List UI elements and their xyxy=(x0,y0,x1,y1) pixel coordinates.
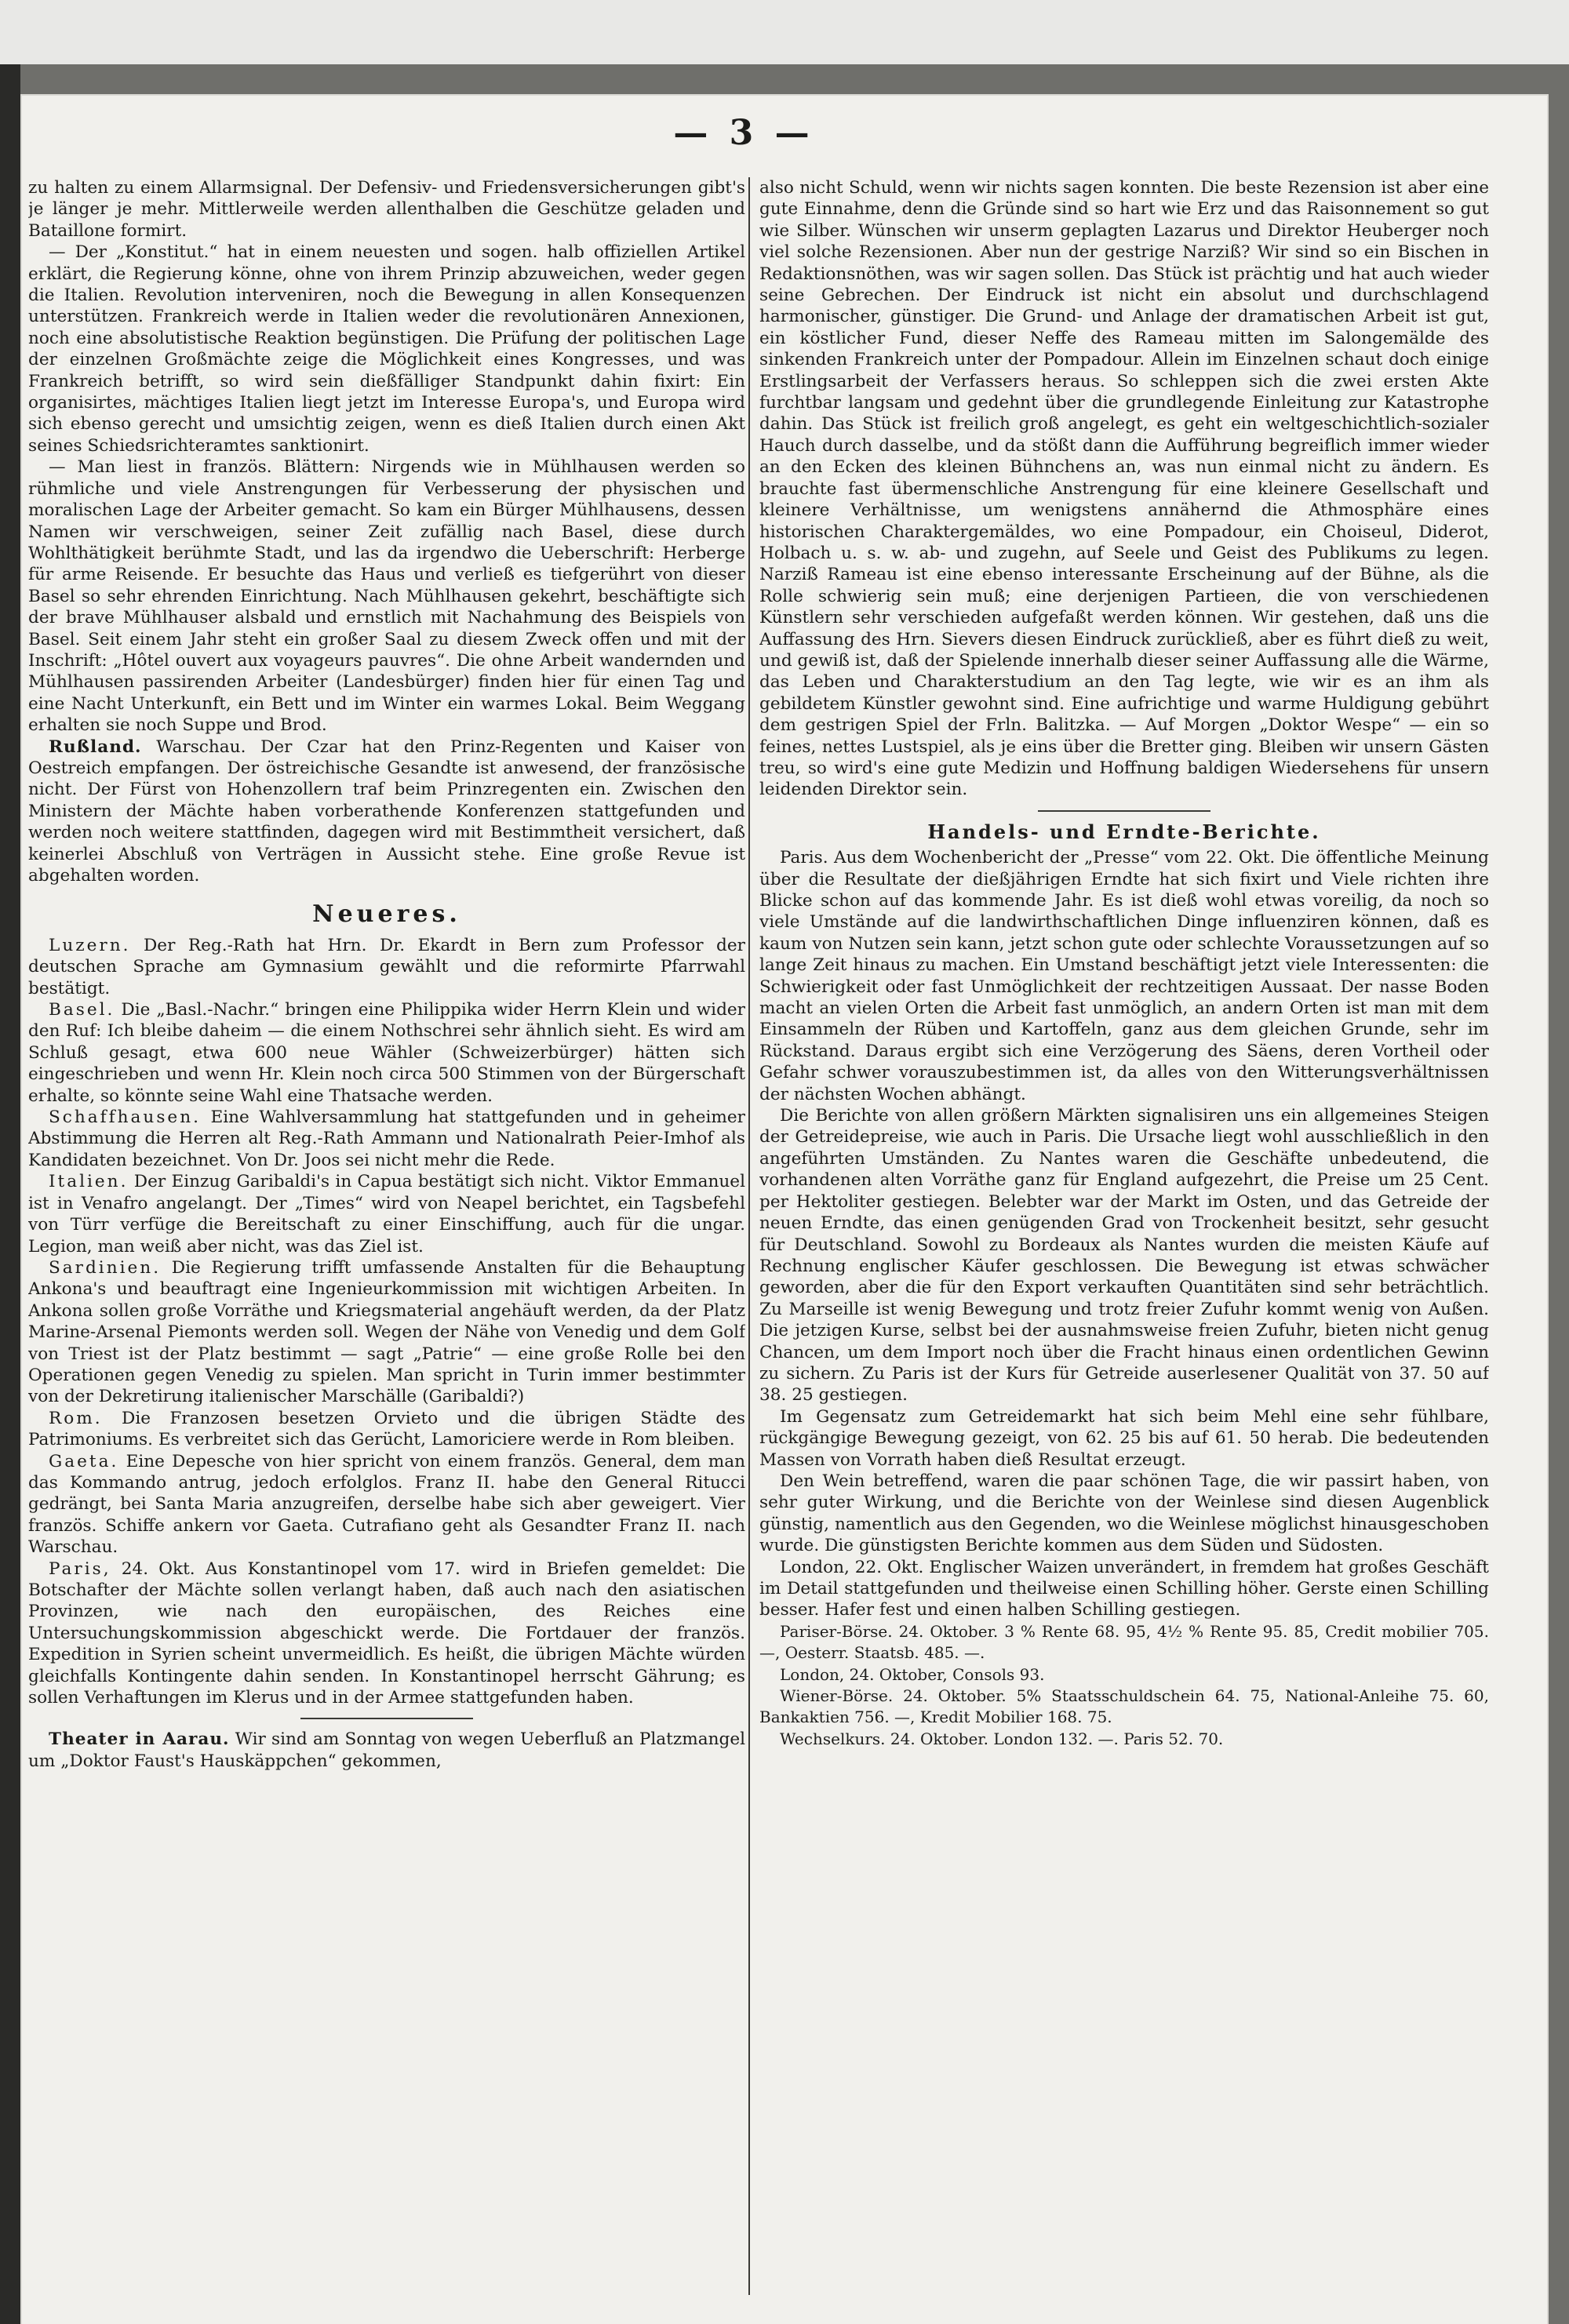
pariser-boerse: Pariser-Börse. 24. Oktober. 3 % Rente 68. 95, 4½ % Rente 95. 85, Credit mobilier 705. —, Oesterr. Staatsb. 485. —. xyxy=(759,1621,1489,1663)
theater-paragraph xyxy=(28,1729,745,1772)
sardinien-text: Die Regierung trifft umfassende Anstalten für die Behauptung Ankona's und beauftragt eine Ingenieurkommission mit wichtigen Arbeiten. In Ankona sollen große Vorräthe und Kriegsmaterial angehäuft werden, da der Platz Marine-Arsenal Piemonts werden soll. Wegen der Nähe von Venedig und dem Golf von Triest ist der Platz bestimmt — sagt „Patrie“ — eine große Rolle bei den Operationen gegen Venedig zu spielen. Man spricht in Turin immer bestimmter von der Dekretirung italienischer Marschälle (Garibaldi?) xyxy=(28,1257,745,1407)
basel-place: Basel. xyxy=(49,1000,115,1020)
neueres-heading: Neueres. xyxy=(312,900,461,929)
column-rule xyxy=(748,177,750,2295)
schaffhausen-text: Eine Wahlversammlung hat stattgefunden und in geheimer Abstimmung die Herren alt Reg.-Rath Ammann und Nationalrath Peier-Imhof als Kandidaten bezeichnet. Von Dr. Joos sei nicht mehr die Rede. xyxy=(28,1107,745,1170)
russland-lead: Rußland. xyxy=(49,736,142,757)
scan-border-left xyxy=(0,64,20,2324)
russland-text: Warschau. Der Czar hat den Prinz-Regenten und Kaiser von Oestreich empfangen. Der östreichische Gesandte ist anwesend, der französische nicht. Der Fürst von Hohenzollern traf beim Prinzregenten ein. Zwischen den Ministern der Mächte haben vorberathende Konferenzen stattgefunden und werden noch weitere stattfinden, dagegen wird mit Bestimmtheit versichert, daß keinerlei Abschluß von Verträgen in Aussicht stehe. Eine große Revue ist abgehalten worden. xyxy=(28,736,745,886)
theater-text: Wir sind am Sonntag von wegen Ueberfluß an Platzmangel um „Doktor Faust's Hauskäppchen“ gekommen, xyxy=(28,1729,745,1771)
section-separator xyxy=(300,1718,473,1719)
italien-paragraph xyxy=(28,1171,745,1257)
newspaper-page xyxy=(22,96,1547,2324)
handel-heading: Handels- und Erndte-Berichte. xyxy=(927,820,1321,843)
right-column xyxy=(759,177,1489,2295)
basel-paragraph xyxy=(28,999,745,1107)
luzern-text: Der Reg.-Rath hat Hrn. Dr. Ekardt in Bern zum Professor der deutschen Sprache am Gymnasium gewählt und die reformirte Pfarrwahl bestätigt. xyxy=(28,935,745,998)
theater-lead: Theater in Aarau. xyxy=(49,1729,230,1750)
paris-paragraph xyxy=(28,1558,745,1709)
paris-place: Paris, xyxy=(49,1558,111,1579)
paris-text: 24. Okt. Aus Konstantinopel vom 17. wird in Briefen gemeldet: Die Botschafter der Mächte sollen verlangt haben, daß auch nach den asiatischen Provinzen, wie nach den europäischen, des Reiches eine Untersuchungskommission abgeschickt werde. Die Fortdauer der französ. Expedition in Syrien scheint unvermeidlich. Es heißt, die übrigen Mächte würden gleichfalls Kontingente dahin senden. In Konstantinopel herrscht Gährung; es sollen Verhaftungen im Klerus und in der Armee stattgefunden haben. xyxy=(28,1558,745,1708)
theater-continued-paragraph: also nicht Schuld, wenn wir nichts sagen konnten. Die beste Rezension ist aber eine gute Einnahme, denn die Gründe sind so hart wie Erz und das Raisonnement so gut wie Silber. Wünschen wir unserm geplagten Lazarus und Direktor Heuberger noch viel solche Rezensionen. Aber nun der gestrige Narziß? Wir sind so ein Bischen in Redaktionsnöthen, was wir sagen sollen. Das Stück ist prächtig und hat auch wieder seine Gebrechen. Der Eindruck ist nicht ein absolut und durchschlagend harmonischer, günstiger. Die Grund- und Anlage der dramatischen Arbeit ist gut, ein köstlicher Fund, dieser Neffe des Rameau mitten im Salongemälde des sinkenden Frankreich unter der Pompadour. Allein im Einzelnen schaut doch einige Erstlingsarbeit der Verfassers heraus. So schleppen sich die zwei ersten Akte furchtbar langsam und gedehnt über die grundlegende Einleitung zur Katastrophe dahin. Das Stück ist freilich groß angelegt, es geht ein weltgeschichtlich-sozialer Hauch durch dasselbe, und da stößt dann die Aufführung begreiflich immer wieder an den Ecken des kleinen Bühnchens an, was nun einmal nicht zu ändern. Es brauchte fast übermenschliche Anstrengung für eine kleinere Gesellschaft und kleinere Verhältnisse, um wenigstens annähernd die Athmosphäre eines historischen Charaktergemäldes, wo eine Pompadour, ein Choiseul, Diderot, Holbach u. s. w. ab- und zugehn, auf Seele und Geist des Publikums zu legen. Narziß Rameau ist eine ebenso interessante Erscheinung auf der Bühne, als die Rolle schwierig sein muß; eine derjenigen Partieen, die von verschiedenen Künstlern sehr verschieden aufgefaßt werden können. Wir gestehen, daß uns die Auffassung des Hrn. Sievers diesen Eindruck zurückließ, aber es führt dieß zu weit, und gewiß ist, daß der Spielende innerhalb dieser seiner Auffassung alle die Wärme, das Leben und Charakterstudium an den Tag legte, wie wir es an ihm als gebildetem Künstler gewohnt sind. Eine aufrichtige und warme Huldigung gebührt dem gestrigen Spiel der Frln. Balitzka. — Auf Morgen „Doktor Wespe“ — ein so feines, nettes Lustspiel, als je eins über die Bretter ging. Bleiben wir unsern Gästen treu, so wird's eine gute Medizin und Hoffnung baldigen Wiedersehens für unsern leidenden Direktor sein. xyxy=(759,178,1489,800)
luzern-paragraph xyxy=(28,935,745,999)
schaffhausen-place: Schaffhausen. xyxy=(49,1107,201,1128)
rom-place: Rom. xyxy=(49,1408,103,1428)
gaeta-text: Eine Depesche von hier spricht von einem französ. General, dem man das Kommando antrug, jedoch erfolglos. Franz II. habe den General Ritucci gedrängt, bei Santa Maria anzugreifen, derselbe habe sich aber geweigert. Vier französ. Schiffe ankern vor Gaeta. Cutrafiano geht als Gesandter Franz II. nach Warschau. xyxy=(28,1451,745,1558)
paris-market-paragraph: Paris. Aus dem Wochenbericht der „Presse“ vom 22. Okt. Die öffentliche Meinung über die Resultate der dießjährigen Erndte hat sich fixirt und Viele richten ihre Blicke schon auf das kommende Jahr. Es ist dieß wohl etwas voreilig, da noch so viele Umstände auf die landwirthschaftlichen Dinge influenziren können, daß es kaum von Nutzen sein kann, jetzt schon gute oder schlechte Voraussetzungen auf so lange Zeit hinaus zu machen. Ein Umstand beschäftigt jetzt viele Interessenten: die Schwierigkeit oder fast Unmöglichkeit der rechtzeitigen Aussaat. Der nasse Boden macht an vielen Orten die Arbeit fast unmöglich, an andern Orten ist man mit dem Einsammeln der Rüben und Kartoffeln, ganz aus dem gleichen Grunde, sehr im Rückstand. Daraus ergibt sich eine Verzögerung des Säens, deren Vortheil oder Gefahr schwer vorauszubestimmen ist, da alles von den Witterungsverhältnissen der nächsten Wochen abhängt. xyxy=(759,848,1489,1104)
rom-text: Die Franzosen besetzen Orvieto und die übrigen Städte des Patrimoniums. Es verbreitet sich das Gerücht, Lamoriciere werde in Rom bleiben. xyxy=(28,1408,745,1450)
stock-quotes xyxy=(759,1621,1489,1750)
london-consols: London, 24. Oktober, Consols 93. xyxy=(780,1664,1045,1684)
luzern-place: Luzern. xyxy=(49,935,131,955)
markets-paragraph: Die Berichte von allen größern Märkten signalisiren uns ein allgemeines Steigen der Getreidepreise, wie auch in Paris. Die Ursache liegt wohl ausschließlich in den angeführten Umständen. Zu Nantes waren die Geschäfte unbedeutend, die vorhandenen alten Vorräthe ganz für England aufgezehrt, die Preise um 25 Cent. per Hektoliter gestiegen. Belebter war der Markt im Osten, und das Getreide der neuen Erndte, das einen genügenden Grad von Trockenheit besitzt, sehr gesucht für Deutschland. Sowohl zu Bordeaux als Nantes wurden die meisten Käufe auf Rechnung englischer Käufer geschlossen. Die Bewegung ist etwas schwächer geworden, aber die für den Export verkauften Quantitäten sind sehr beträchtlich. Zu Marseille ist wenig Bewegung und trotz freier Zufuhr kommt wenig von Außen. Die jetzigen Kurse, selbst bei der ausnahmsweise freien Zufuhr, bieten nicht genug Chancen, um dem Import noch über die Fracht hinaus einen ordentlichen Gewinn zu sichern. Zu Paris ist der Kurs für Getreide auserlesener Qualität von 37. 50 auf 38. 25 gestiegen. xyxy=(759,1106,1489,1406)
wein-paragraph: Den Wein betreffend, waren die paar schönen Tage, die wir passirt haben, von sehr guter Wirkung, und die Berichte von der Weinlese sind diesen Augenblick günstig, namentlich aus den Gegenden, wo die Weinlese möglichst hinausgeschoben wurde. Die günstigsten Berichte kommen aus dem Süden und Südosten. xyxy=(759,1471,1489,1556)
page-number: — 3 — xyxy=(673,113,814,153)
russland-paragraph xyxy=(28,736,745,887)
italien-text: Der Einzug Garibaldi's in Capua bestätigt sich nicht. Viktor Emmanuel ist in Venafro angelangt. Der „Times“ wird von Neapel berichtet, ein Tagsbefehl von Türr verfüge die Bereitschaft zu einer Einschiffung, auch für die ungar. Legion, man weiß aber nicht, was das Ziel ist. xyxy=(28,1172,745,1257)
gaeta-paragraph xyxy=(28,1451,745,1558)
rom-paragraph xyxy=(28,1408,745,1451)
scan-border-top xyxy=(0,0,1569,64)
italien-place: Italien. xyxy=(49,1172,129,1192)
gaeta-place: Gaeta. xyxy=(49,1451,119,1471)
defense-paragraph: zu halten zu einem Allarmsignal. Der Defensiv- und Friedensversicherungen gibt's je länger je mehr. Mittlerweile werden allenthalben die Geschütze geladen und Bataillone formirt. xyxy=(28,178,745,241)
wechselkurs: Wechselkurs. 24. Oktober. London 132. —. Paris 52. 70. xyxy=(780,1729,1224,1748)
muehlhausen-paragraph: — Man liest in französ. Blättern: Nirgends wie in Mühlhausen werden so rühmliche und viele Anstrengungen für Verbesserung der physischen und moralischen Lage der Arbeiter gemacht. So kam ein Bürger Mühlhausens, dessen Namen wir verschweigen, seiner Zeit zufällig nach Basel, diese durch Wohlthätigkeit berühmte Stadt, und las da irgendwo die Ueberschrift: Herberge für arme Reisende. Er besuchte das Haus und verließ es tiefgerührt von dieser Basel so sehr ehrenden Einrichtung. Nach Mühlhausen gekehrt, beschäftigte sich der brave Mühlhauser alsbald und ernstlich mit Nachahmung des Beispiels von Basel. Seit einem Jahr steht ein großer Saal zu diesem Zweck offen und mit der Inschrift: „Hôtel ouvert aux voyageurs pauvres“. Die ohne Arbeit wandernden und Mühlhausen passirenden Arbeiter (Landesbürger) finden hier für einen Tag und eine Nacht Unterkunft, ein Bett und im Winter ein warmes Lokal. Beim Weggang erhalten sie noch Suppe und Brod. xyxy=(28,457,745,736)
mehl-paragraph: Im Gegensatz zum Getreidemarkt hat sich beim Mehl eine sehr fühlbare, rückgängige Bewegung gezeigt, von 62. 25 bis auf 61. 50 herab. Die bedeutenden Massen von Vorrath haben dieß Resultat erzeugt. xyxy=(759,1406,1489,1470)
konstitut-paragraph: — Der „Konstitut.“ hat in einem neuesten und sogen. halb offiziellen Artikel erklärt, die Regierung könne, ohne von ihrem Prinzip abzuweichen, weder gegen die Italien. Revolution interveniren, noch die Bewegung in allen Konsequenzen unterstützen. Frankreich werde in Italien weder die revolutionären Annexionen, noch eine absolutistische Reaktion begünstigen. Die Prüfung der politischen Lage der einzelnen Großmächte zeige die Möglichkeit eines Kongresses, und was Frankreich betrifft, so wird sein dießfälliger Standpunkt dahin fixirt: Ein organisirtes, mächtiges Italien liegt jetzt im Interesse Europa's, und Europa wird sich ebenso gerecht und umsichtig zeigen, wenn es dieß Italien durch einen Akt seines Schiedsrichteramtes sanktionirt. xyxy=(28,242,745,456)
basel-text: Die „Basl.-Nachr.“ bringen eine Philippika wider Herrn Klein und wider den Ruf: Ich bleibe daheim — die einem Nothschrei sehr ähnlich sieht. Es wird am Schluß gesagt, etwa 600 neue Wähler (Schweizerbürger) hätten sich eingeschrieben und wenn Hr. Klein noch circa 500 Stimmen von der Bürgerschaft erhalte, so könnte seine Wahl eine Thatsache werden. xyxy=(28,1000,745,1106)
section-separator-right xyxy=(1038,810,1210,812)
sardinien-place: Sardinien. xyxy=(49,1257,162,1278)
wiener-boerse: Wiener-Börse. 24. Oktober. 5% Staatsschuldschein 64. 75, National-Anleihe 75. 60, Bankaktien 756. —, Kredit Mobilier 168. 75. xyxy=(759,1686,1489,1727)
london-paragraph: London, 22. Okt. Englischer Waizen unverändert, in fremdem hat großes Geschäft im Detail stattgefunden und theilweise einen Schilling höher. Gerste einen Schilling besser. Hafer fest und einen halben Schilling gestiegen. xyxy=(759,1557,1489,1620)
left-column xyxy=(28,177,745,2295)
schaffhausen-paragraph xyxy=(28,1107,745,1171)
sardinien-paragraph xyxy=(28,1257,745,1408)
